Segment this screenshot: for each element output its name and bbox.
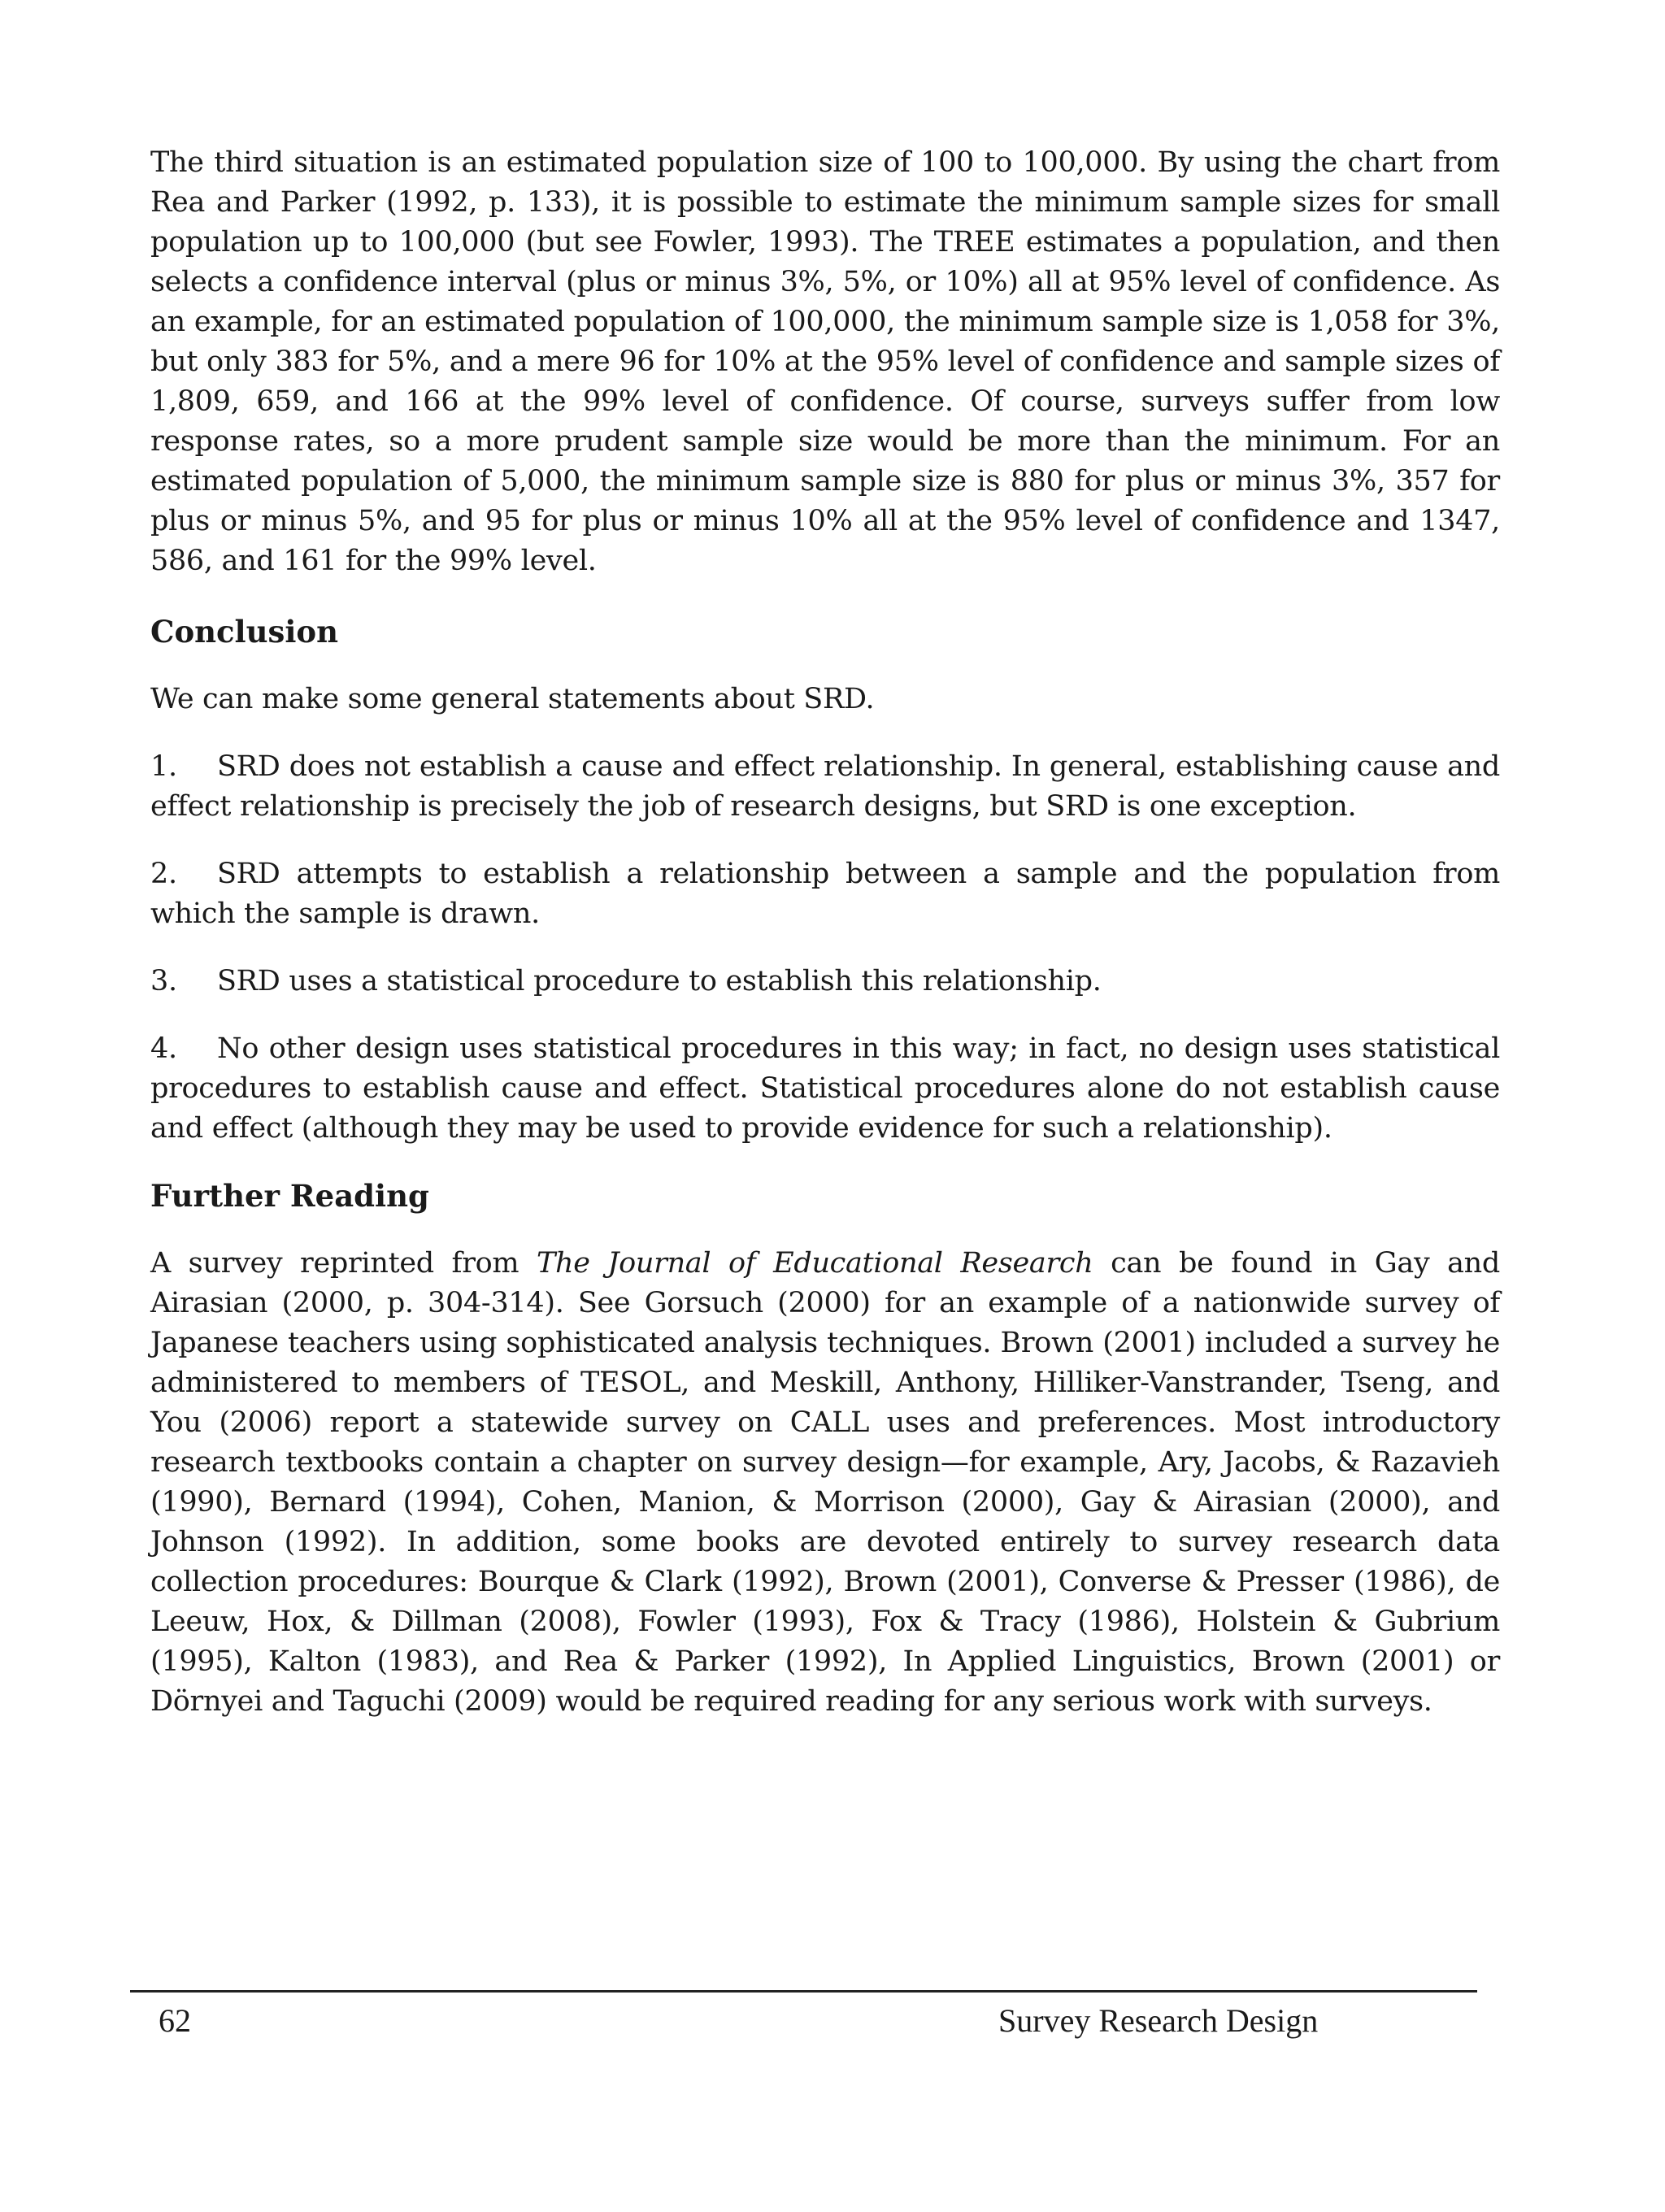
- list-item-3: [150, 962, 1500, 1002]
- intro-paragraph: The third situation is an estimated population size of 100 to 100,000. By using the chart from Rea and Parker (1992, p. 133), it is possible to estimate the minimum sample sizes for small population up to 100,000 (but see Fowler, 1993). The TREE estimates a population, and then selects a confidence interval (plus or minus 3%, 5%, or 10%) all at 95% level of confidence. As an example, for an estimated population of 100,000, the minimum sample size is 1,058 for 3%, but only 383 for 5%, and a mere 96 for 10% at the 95% level of confidence and sample sizes of 1,809, 659, and 166 at the 99% level of confidence. Of course, surveys suffer from low response rates, so a more prudent sample size would be more than the minimum. For an estimated population of 5,000, the minimum sample size is 880 for plus or minus 3%, 357 for plus or minus 5%, and 95 for plus or minus 10% all at the 95% level of confidence and 1347, 586, and 161 for the 99% level.: [150, 146, 1500, 577]
- conclusion-intro-paragraph: We can make some general statements about SRD.: [150, 683, 875, 715]
- list-text: SRD uses a statistical procedure to establish this relationship.: [217, 965, 1102, 997]
- page-body: [150, 143, 1500, 1749]
- list-text: SRD does not establish a cause and effect relationship. In general, establishing cause and effect relationship is precisely the job of research designs, but SRD is one exception.: [150, 750, 1500, 823]
- page-number: 62: [159, 2002, 191, 2039]
- further-reading-heading: Further Reading: [150, 1178, 429, 1214]
- list-item-4: [150, 1029, 1500, 1149]
- list-number: 2.: [150, 858, 177, 890]
- conclusion-heading: Conclusion: [150, 614, 338, 650]
- list-item-2: [150, 854, 1500, 934]
- list-number: 4.: [150, 1032, 177, 1065]
- further-reading-paragraph: [150, 1244, 1500, 1722]
- further-reading-text-pre: A survey reprinted from: [150, 1247, 537, 1280]
- list-text: No other design uses statistical procedures in this way; in fact, no design uses statistical procedures to establish cause and effect. Statistical procedures alone do not establish cause and effect (although they may be used to provide evidence for such a relationship).: [150, 1032, 1500, 1145]
- list-item-1: [150, 747, 1500, 827]
- list-text: SRD attempts to establish a relationship between a sample and the population from which the sample is drawn.: [150, 858, 1500, 930]
- list-number: 1.: [150, 750, 177, 783]
- footer-divider: [130, 1990, 1477, 1993]
- list-number: 3.: [150, 965, 177, 997]
- further-reading-text-post: can be found in Gay and Airasian (2000, p. 304-314). See Gorsuch (2000) for an example of a nationwide survey of Japanese teachers using sophisticated analysis techniques. Brown (2001) included a survey he administered to members of TESOL, and Meskill, Anthony, Hilliker-Vanstrander, Tseng, and You (2006) report a statewide survey on CALL uses and preferences. Most introductory research textbooks contain a chapter on survey design—for example, Ary, Jacobs, & Razavieh (1990), Bernard (1994), Cohen, Manion, & Morrison (2000), Gay & Airasian (2000), and Johnson (1992). In addition, some books are devoted entirely to survey research data collection procedures: Bourque & Clark (1992), Brown (2001), Converse & Presser (1986), de Leeuw, Hox, & Dillman (2008), Fowler (1993), Fox & Tracy (1986), Holstein & Gubrium (1995), Kalton (1983), and Rea & Parker (1992), In Applied Linguistics, Brown (2001) or Dörnyei and Taguchi (2009) would be required reading for any serious work with surveys.: [150, 1247, 1501, 1718]
- running-title: Survey Research Design: [998, 2002, 1319, 2039]
- journal-title: The Journal of Educational Research: [537, 1247, 1093, 1280]
